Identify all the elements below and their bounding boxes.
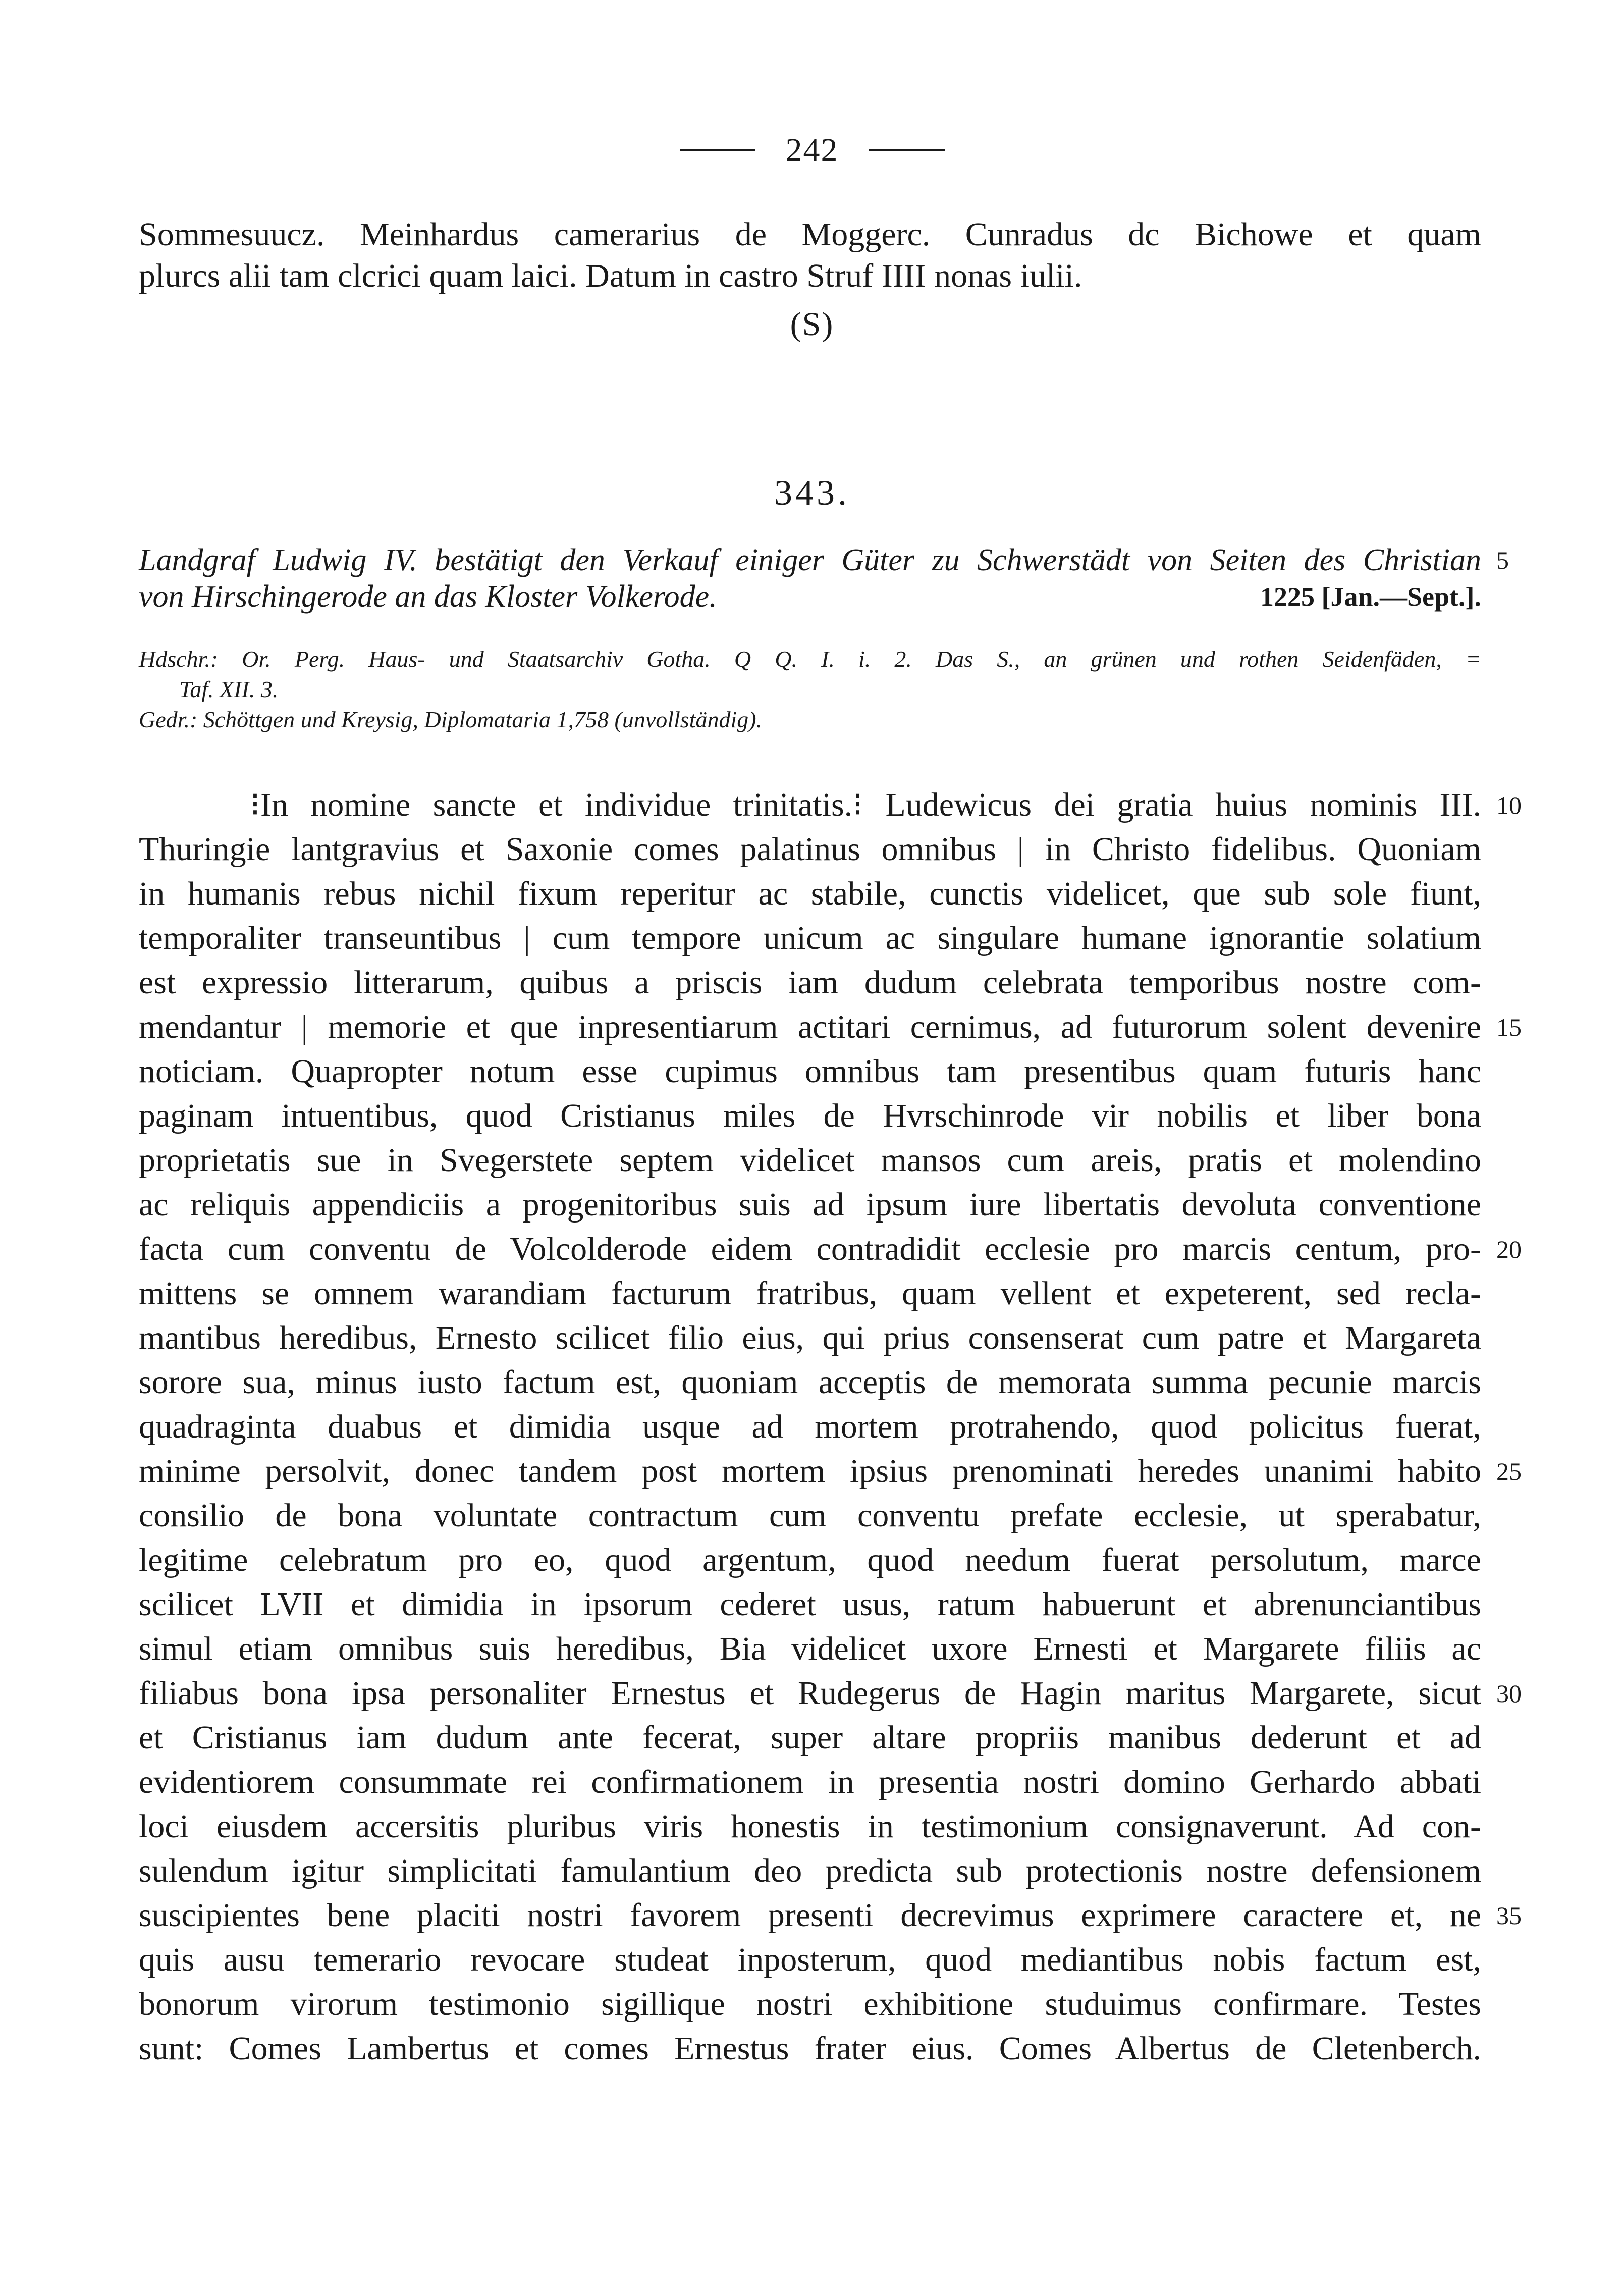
- regest-line: Landgraf Ludwig IV. bestätigt den Verkauf einiger Güter zu Schwerstädt von Seiten des Christian: [139, 543, 1481, 577]
- line-number: 25: [1496, 1457, 1522, 1485]
- document-number: 343.: [774, 472, 850, 513]
- text-line: minime persolvit, donec tandem post mortem ipsius prenominati heredes unanimi habito: [139, 1453, 1481, 1490]
- seal-mark: (S): [790, 306, 834, 343]
- text-line: mantibus heredibus, Ernesto scilicet filio eius, qui prius consenserat cum patre et Margareta: [139, 1319, 1481, 1356]
- text-line: temporaliter transeuntibus | cum tempore unicum ac singulare humane ignorantie solatium: [139, 920, 1481, 956]
- text-line: mendantur | memorie et que inpresentiarum actitari cernimus, ad futurorum solent devenire: [139, 1008, 1481, 1045]
- text-line: Thuringie lantgravius et Saxonie comes palatinus omnibus | in Christo fidelibus. Quoniam: [139, 831, 1481, 868]
- line-number: 20: [1496, 1235, 1522, 1263]
- text-line: simul etiam omnibus suis heredibus, Bia videlicet uxore Ernesti et Margarete filiis ac: [139, 1630, 1481, 1667]
- text-line: scilicet LVII et dimidia in ipsorum cederet usus, ratum habuerunt et abrenunciantibus: [139, 1586, 1481, 1623]
- text-line: loci eiusdem accersitis pluribus viris honestis in testimonium consignaverunt. Ad con-: [139, 1808, 1481, 1845]
- text-line: paginam intuentibus, quod Cristianus miles de Hvrschinrode vir nobilis et liber bona: [139, 1097, 1481, 1134]
- text-line: sulendum igitur simplicitati famulantium deo predicta sub protectionis nostre defensionem: [139, 1852, 1481, 1889]
- page-header: [0, 130, 1624, 171]
- continuation-line: Sommesuucz. Meinhardus camerarius de Moggerc. Cunradus dc Bichowe et quam: [139, 216, 1481, 253]
- text-line: suscipientes bene placiti nostri favorem presenti decrevimus exprimere caractere et, ne: [139, 1897, 1481, 1934]
- page-number: 242: [785, 132, 839, 169]
- text-line: ⁝In nomine sancte et individue trinitatis.⁝ Ludewicus dei gratia huius nominis III.: [250, 786, 1481, 823]
- apparatus-line: Hdschr.: Or. Perg. Haus- und Staatsarchiv Gotha. Q Q. I. i. 2. Das S., an grünen und rothen Seidenfäden, =: [139, 646, 1481, 672]
- text-line: bonorum virorum testimonio sigillique nostri exhibitione studuimus confirmare. Testes: [139, 1986, 1481, 2023]
- text-line: in humanis rebus nichil fixum reperitur ac stabile, cunctis videlicet, que sub sole fiunt,: [139, 875, 1481, 912]
- line-number: 35: [1496, 1901, 1522, 1930]
- text-line: mittens se omnem warandiam facturum fratribus, quam vellent et expeterent, sed recla-: [139, 1275, 1481, 1312]
- regest-line: von Hirschingerode an das Kloster Volkerode.: [139, 579, 717, 614]
- text-line: ac reliquis appendiciis a progenitoribus suis ad ipsum iure libertatis devoluta conventione: [139, 1186, 1481, 1223]
- apparatus-line: Gedr.: Schöttgen und Kreysig, Diplomataria 1,758 (unvollständig).: [139, 707, 763, 732]
- line-number: 15: [1496, 1013, 1522, 1041]
- text-line: et Cristianus iam dudum ante fecerat, super altare propriis manibus dederunt et ad: [139, 1719, 1481, 1756]
- header-dash-left: [680, 149, 755, 151]
- text-line: proprietatis sue in Svegerstete septem videlicet mansos cum areis, pratis et molendino: [139, 1142, 1481, 1179]
- text-line: legitime celebratum pro eo, quod argentum, quod needum fuerat persolutum, marce: [139, 1542, 1481, 1578]
- regest-line-with-date: [139, 576, 1481, 617]
- continuation-line: plurcs alii tam clcrici quam laici. Datum in castro Struf IIII nonas iulii.: [139, 257, 1082, 294]
- text-line: noticiam. Quapropter notum esse cupimus omnibus tam presentibus quam futuris hanc: [139, 1053, 1481, 1090]
- document-date: 1225 [Jan.—Sept.].: [1260, 581, 1481, 612]
- text-line: consilio de bona voluntate contractum cum conventu prefate ecclesie, ut sperabatur,: [139, 1497, 1481, 1534]
- line-number: 5: [1496, 546, 1509, 574]
- header-dash-right: [869, 149, 945, 151]
- line-number: 10: [1496, 791, 1522, 819]
- text-line: quis ausu temerario revocare studeat inposterum, quod mediantibus nobis factum est,: [139, 1941, 1481, 1978]
- text-line: est expressio litterarum, quibus a priscis iam dudum celebrata temporibus nostre com-: [139, 964, 1481, 1001]
- text-line: quadraginta duabus et dimidia usque ad mortem protrahendo, quod policitus fuerat,: [139, 1408, 1481, 1445]
- text-line: facta cum conventu de Volcolderode eidem contradidit ecclesie pro marcis centum, pro-: [139, 1231, 1481, 1267]
- text-line: filiabus bona ipsa personaliter Ernestus et Rudegerus de Hagin maritus Margarete, sicut: [139, 1675, 1481, 1712]
- text-line: sunt: Comes Lambertus et comes Ernestus frater eius. Comes Albertus de Cletenberch.: [139, 2030, 1481, 2067]
- text-line: evidentiorem consummate rei confirmationem in presentia nostri domino Gerhardo abbati: [139, 1764, 1481, 1800]
- apparatus-line: Taf. XII. 3.: [179, 676, 279, 702]
- text-line: sorore sua, minus iusto factum est, quoniam acceptis de memorata summa pecunie marcis: [139, 1364, 1481, 1401]
- line-number: 30: [1496, 1679, 1522, 1708]
